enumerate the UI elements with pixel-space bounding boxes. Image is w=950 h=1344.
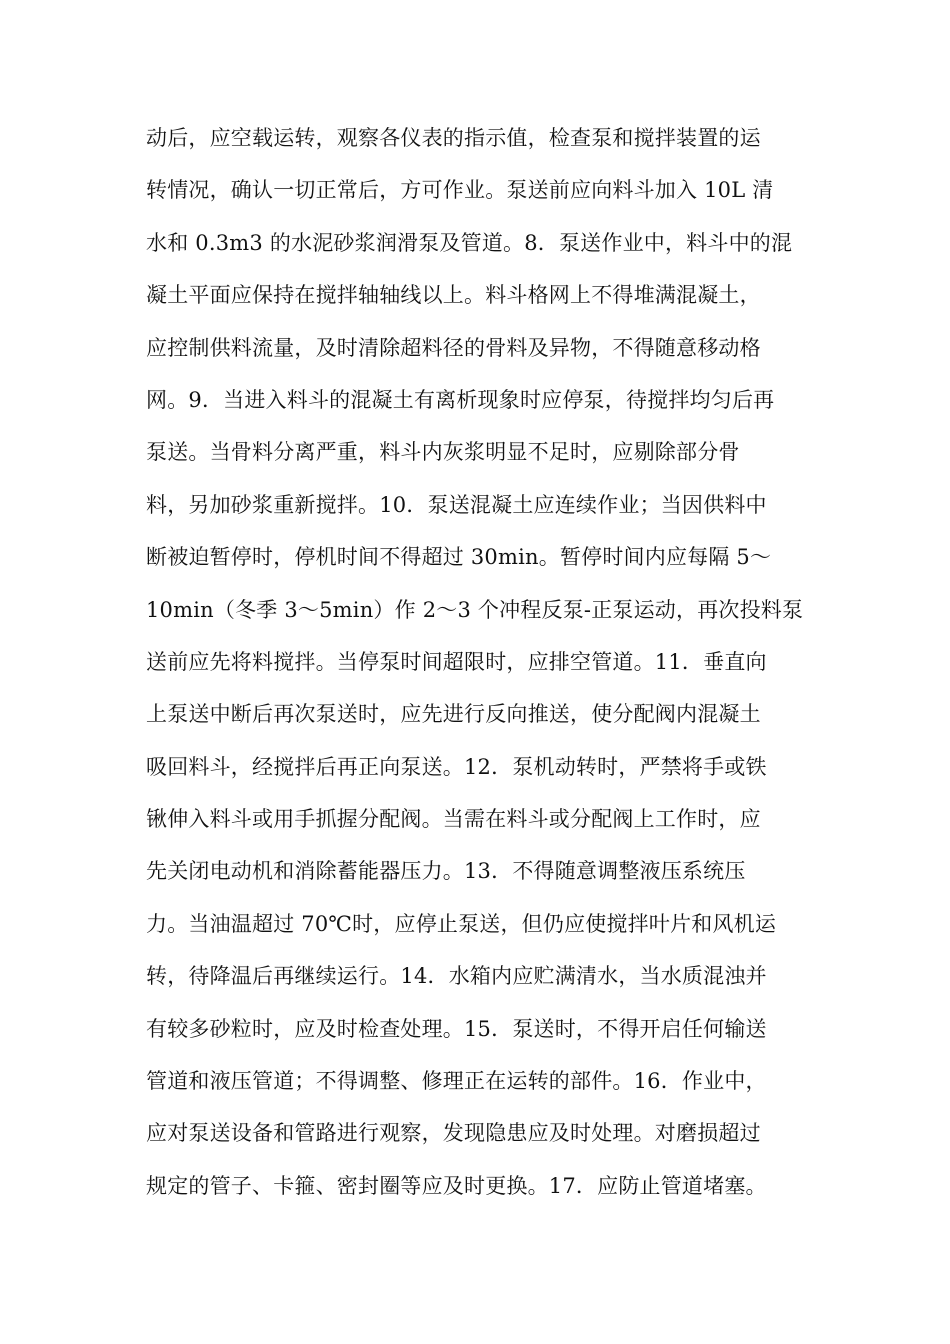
text-line: 上泵送中断后再次泵送时，应先进行反向推送，使分配阀内混凝土 bbox=[146, 702, 761, 727]
text-line: 泵送。当骨料分离严重，料斗内灰浆明显不足时，应剔除部分骨 bbox=[146, 440, 740, 465]
text-line: 网。9．当进入料斗的混凝土有离析现象时应停泵，待搅拌均匀后再 bbox=[146, 387, 775, 412]
text-line: 水和 0.3m3 的水泥砂浆润滑泵及管道。8．泵送作业中，料斗中的混 bbox=[146, 230, 793, 255]
text-line: 有较多砂粒时，应及时检查处理。15．泵送时，不得开启任何输送 bbox=[146, 1016, 767, 1041]
text-line: 吸回料斗，经搅拌后再正向泵送。12．泵机动转时，严禁将手或铁 bbox=[146, 754, 767, 779]
text-line: 力。当油温超过 70℃时，应停止泵送，但仍应使搅拌叶片和风机运 bbox=[146, 911, 777, 936]
text-line: 管道和液压管道；不得调整、修理正在运转的部件。16．作业中， bbox=[146, 1069, 767, 1094]
body-paragraph bbox=[146, 118, 816, 1218]
text-line: 应控制供料流量，及时清除超料径的骨料及异物，不得随意移动格 bbox=[146, 335, 761, 360]
text-line: 10min（冬季 3～5min）作 2～3 个冲程反泵-正泵运动，再次投料泵 bbox=[146, 597, 804, 622]
text-line: 断被迫暂停时，停机时间不得超过 30min。暂停时间内应每隔 5～ bbox=[146, 545, 772, 570]
text-line: 料，另加砂浆重新搅拌。10．泵送混凝土应连续作业；当因供料中 bbox=[146, 492, 767, 517]
text-line: 凝土平面应保持在搅拌轴轴线以上。料斗格网上不得堆满混凝土， bbox=[146, 283, 761, 308]
text-line: 应对泵送设备和管路进行观察，发现隐患应及时处理。对磨损超过 bbox=[146, 1121, 761, 1146]
text-line: 送前应先将料搅拌。当停泵时间超限时，应排空管道。11．垂直向 bbox=[146, 649, 767, 674]
text-line: 规定的管子、卡箍、密封圈等应及时更换。17．应防止管道堵塞。 bbox=[146, 1173, 767, 1198]
text-line: 锹伸入料斗或用手抓握分配阀。当需在料斗或分配阀上工作时，应 bbox=[146, 807, 761, 832]
text-line: 转情况，确认一切正常后，方可作业。泵送前应向料斗加入 10L 清 bbox=[146, 178, 774, 203]
text-line: 先关闭电动机和消除蓄能器压力。13．不得随意调整液压系统压 bbox=[146, 859, 746, 884]
text-line: 动后，应空载运转，观察各仪表的指示值，检查泵和搅拌装置的运 bbox=[146, 126, 761, 150]
text-line: 转，待降温后再继续运行。14．水箱内应贮满清水，当水质混浊并 bbox=[146, 964, 767, 989]
